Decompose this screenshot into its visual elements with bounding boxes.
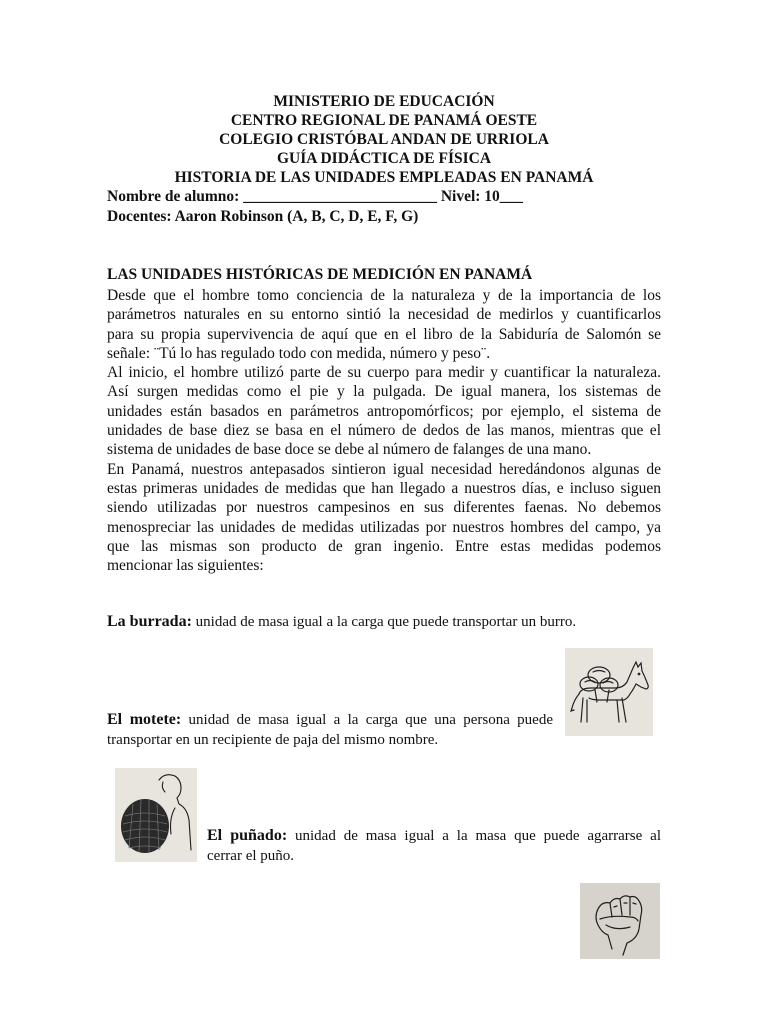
text-line: señale: ¨Tú lo has regulado todo con medida, número y peso¨.	[107, 344, 491, 362]
text-line: Desde que el hombre tomo conciencia de la naturaleza y de la importancia de los	[107, 287, 661, 304]
teachers-field: Docentes: Aaron Robinson (A, B, C, D, E, F, G)	[107, 208, 419, 225]
text-line: Al inicio, el hombre utilizó parte de su cuerpo para medir y cuantificar la naturaleza.	[107, 364, 661, 382]
header-topic: HISTORIA DE LAS UNIDADES EMPLEADAS EN PANAMÁ	[174, 169, 594, 186]
student-name-field: Nombre de alumno: _________________________ Nivel: 10___	[107, 188, 524, 205]
header-ministry: MINISTERIO DE EDUCACIÓN	[273, 93, 495, 110]
unit-definition-line2: transportar en un recipiente de paja del mismo nombre.	[107, 732, 439, 748]
basket-sketch-icon	[115, 768, 197, 862]
body-text	[107, 286, 661, 575]
text-line: Así surgen medidas como el pie y la pulgada. De igual manera, los sistemas de	[107, 383, 661, 401]
unit-definition-line2: cerrar el puño.	[207, 848, 295, 864]
header-school: COLEGIO CRISTÓBAL ANDAN DE URRIOLA	[219, 131, 549, 148]
header-regional-center: CENTRO REGIONAL DE PANAMÁ OESTE	[230, 112, 538, 129]
text-line: para su propia supervivencia de aquí que en el libro de la Sabiduría de Salomón se	[107, 325, 661, 343]
donkey-sketch-icon	[565, 648, 653, 736]
text-line: sistema de unidades de base doce se debe al número de falanges de una mano.	[107, 441, 592, 459]
fist-image	[580, 883, 660, 959]
document-header	[0, 92, 768, 187]
text-line: mencionar las siguientes:	[107, 557, 264, 575]
header-guide: GUÍA DIDÁCTICA DE FÍSICA	[276, 150, 492, 167]
text-line: menospreciar las unidades de medidas utilizadas por nuestros hombres del campo, ya	[107, 518, 661, 536]
unit-burrada	[107, 612, 576, 632]
text-line: En Panamá, nuestros antepasados sintieron igual necesidad heredándonos algunas de	[107, 460, 661, 478]
text-line: que las mismas son producto de gran ingenio. Entre estas medidas podemos	[107, 537, 661, 555]
unit-definition: unidad de masa igual a la carga que puede transportar un burro.	[191, 614, 577, 630]
unit-term: La burrada:	[107, 613, 192, 630]
unit-motete	[107, 710, 553, 750]
text-line: parámetros naturales en su entorno sintió la necesidad de medirlos y cuantificarlos	[107, 306, 661, 324]
section-title: LAS UNIDADES HISTÓRICAS DE MEDICIÓN EN PANAMÁ	[107, 266, 533, 283]
text-line: estas primeras unidades de medidas que han llegado a nuestros días, e incluso siguen	[107, 479, 661, 497]
unit-definition: unidad de masa igual a la carga que una persona puede	[181, 712, 553, 728]
donkey-image	[565, 648, 653, 736]
text-line: siendo utilizadas por nuestros campesinos en sus diferentes faenas. No debemos	[107, 499, 661, 517]
fist-sketch-icon	[580, 883, 660, 959]
unit-term: El puñado:	[207, 827, 288, 844]
unit-punado	[207, 826, 661, 866]
basket-image	[115, 768, 197, 862]
text-line: unidades de base diez se basa en el número de dedos de las manos, mientras que el	[107, 422, 661, 440]
unit-term: El motete:	[107, 711, 182, 728]
unit-definition: unidad de masa igual a la masa que puede agarrarse al	[287, 828, 661, 844]
text-line: unidades están basados en parámetros antropomórficos; por ejemplo, el sistema de	[107, 402, 661, 420]
